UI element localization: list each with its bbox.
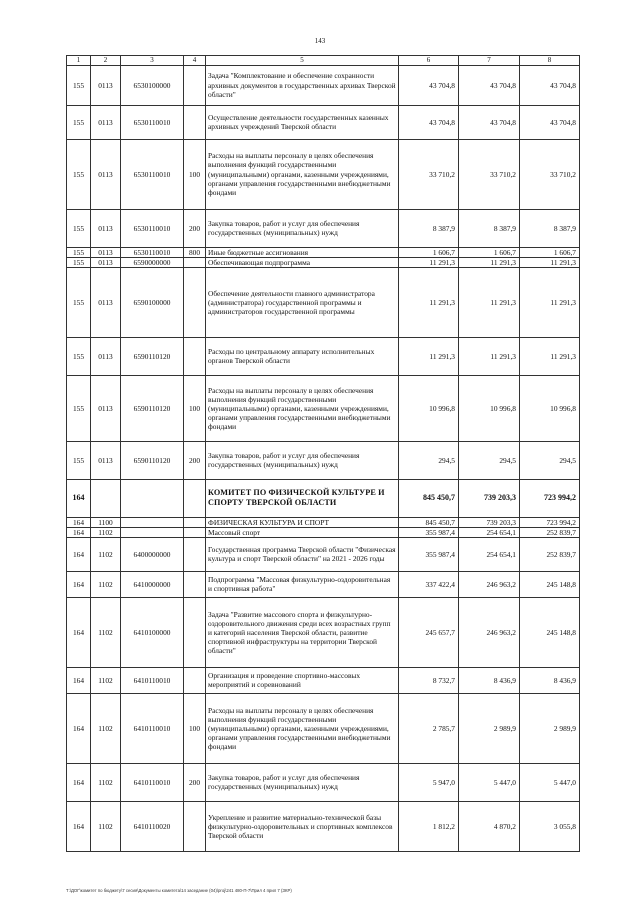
column-number: 5 xyxy=(206,56,399,66)
amount-year3-cell: 43 704,8 xyxy=(520,65,580,105)
description-cell: Обеспечение деятельности главного администратора (администратора) государственной программы и администраторов государственной программы xyxy=(206,267,399,337)
expense-type-cell xyxy=(184,667,206,693)
admin-code-cell: 164 xyxy=(67,801,91,851)
admin-code-cell: 155 xyxy=(67,105,91,139)
expense-type-cell xyxy=(184,479,206,517)
expense-type-cell xyxy=(184,105,206,139)
amount-year3-cell: 245 148,8 xyxy=(520,597,580,667)
admin-code-cell: 155 xyxy=(67,441,91,479)
section-code-cell: 1102 xyxy=(91,801,121,851)
target-article-cell: 6410100000 xyxy=(121,597,184,667)
description-cell: Закупка товаров, работ и услуг для обеспечения государственных (муниципальных) нужд xyxy=(206,209,399,247)
admin-code-cell: 164 xyxy=(67,571,91,597)
expense-type-cell: 100 xyxy=(184,693,206,763)
amount-year1-cell: 8 732,7 xyxy=(399,667,459,693)
column-number: 7 xyxy=(459,56,520,66)
table-row xyxy=(67,209,580,247)
expense-type-cell: 100 xyxy=(184,139,206,209)
table-body xyxy=(67,56,580,852)
description-cell: Укрепление и развитие материально-технической базы физкультурно-оздоровительных и спортивных комплексов Тверской области xyxy=(206,801,399,851)
budget-table xyxy=(66,55,580,852)
description-cell: Расходы на выплаты персоналу в целях обеспечения выполнения функций государственными (муниципальными) органами, казенными учреждениями, органами управления государственными внебюджетными фондами xyxy=(206,375,399,441)
amount-year1-cell: 337 422,4 xyxy=(399,571,459,597)
table-row xyxy=(67,337,580,375)
table-row xyxy=(67,105,580,139)
amount-year1-cell: 5 947,0 xyxy=(399,763,459,801)
amount-year3-cell: 8 387,9 xyxy=(520,209,580,247)
section-code-cell: 0113 xyxy=(91,209,121,247)
amount-year2-cell: 5 447,0 xyxy=(459,763,520,801)
expense-type-cell xyxy=(184,337,206,375)
amount-year2-cell: 11 291,3 xyxy=(459,337,520,375)
expense-type-cell xyxy=(184,571,206,597)
amount-year3-cell: 8 436,9 xyxy=(520,667,580,693)
section-code-cell: 1102 xyxy=(91,571,121,597)
amount-year1-cell: 43 704,8 xyxy=(399,65,459,105)
admin-code-cell: 155 xyxy=(67,139,91,209)
admin-code-cell: 164 xyxy=(67,527,91,537)
table-row xyxy=(67,517,580,527)
amount-year1-cell: 43 704,8 xyxy=(399,105,459,139)
admin-code-cell: 164 xyxy=(67,763,91,801)
table-row xyxy=(67,65,580,105)
table-row xyxy=(67,667,580,693)
amount-year2-cell: 739 203,3 xyxy=(459,479,520,517)
section-code-cell: 0113 xyxy=(91,257,121,267)
admin-code-cell: 155 xyxy=(67,247,91,257)
expense-type-cell xyxy=(184,517,206,527)
amount-year3-cell: 3 055,8 xyxy=(520,801,580,851)
section-code-cell: 1102 xyxy=(91,527,121,537)
description-cell: Расходы на выплаты персоналу в целях обеспечения выполнения функций государственными (муниципальными) органами, казенными учреждениями, органами управления государственными внебюджетными фондами xyxy=(206,139,399,209)
section-code-cell: 1100 xyxy=(91,517,121,527)
target-article-cell: 6530100000 xyxy=(121,65,184,105)
section-code-cell: 0113 xyxy=(91,375,121,441)
amount-year1-cell: 1 812,2 xyxy=(399,801,459,851)
column-number: 4 xyxy=(184,56,206,66)
admin-code-cell: 164 xyxy=(67,597,91,667)
table-row xyxy=(67,479,580,517)
amount-year1-cell: 294,5 xyxy=(399,441,459,479)
column-number: 2 xyxy=(91,56,121,66)
table-row xyxy=(67,571,580,597)
description-cell: Закупка товаров, работ и услуг для обеспечения государственных (муниципальных) нужд xyxy=(206,441,399,479)
page-number: 143 xyxy=(314,37,326,45)
expense-type-cell: 200 xyxy=(184,763,206,801)
amount-year2-cell: 43 704,8 xyxy=(459,65,520,105)
expense-type-cell xyxy=(184,257,206,267)
amount-year2-cell: 11 291,3 xyxy=(459,257,520,267)
column-number: 6 xyxy=(399,56,459,66)
section-code-cell: 1102 xyxy=(91,667,121,693)
description-cell: Иные бюджетные ассигнования xyxy=(206,247,399,257)
amount-year1-cell: 11 291,3 xyxy=(399,267,459,337)
table-row xyxy=(67,763,580,801)
amount-year3-cell: 252 839,7 xyxy=(520,527,580,537)
amount-year1-cell: 245 657,7 xyxy=(399,597,459,667)
section-code-cell: 1102 xyxy=(91,763,121,801)
section-code-cell: 0113 xyxy=(91,247,121,257)
description-cell: ФИЗИЧЕСКАЯ КУЛЬТУРА И СПОРТ xyxy=(206,517,399,527)
expense-type-cell xyxy=(184,537,206,571)
column-number-row xyxy=(67,56,580,66)
table-row xyxy=(67,257,580,267)
admin-code-cell: 164 xyxy=(67,517,91,527)
table-row xyxy=(67,693,580,763)
section-code-cell xyxy=(91,479,121,517)
section-code-cell: 0113 xyxy=(91,105,121,139)
amount-year3-cell: 11 291,3 xyxy=(520,337,580,375)
section-code-cell: 1102 xyxy=(91,597,121,667)
target-article-cell: 6530110010 xyxy=(121,105,184,139)
amount-year2-cell: 10 996,8 xyxy=(459,375,520,441)
target-article-cell xyxy=(121,527,184,537)
description-cell: Государственная программа Тверской области "Физическая культура и спорт Тверской области" на 2021 - 2026 годы xyxy=(206,537,399,571)
target-article-cell: 6530110010 xyxy=(121,247,184,257)
admin-code-cell: 155 xyxy=(67,65,91,105)
amount-year2-cell: 1 606,7 xyxy=(459,247,520,257)
amount-year1-cell: 355 987,4 xyxy=(399,527,459,537)
amount-year2-cell: 8 436,9 xyxy=(459,667,520,693)
table-row xyxy=(67,537,580,571)
description-cell: Организация и проведение спортивно-массовых мероприятий и соревнований xyxy=(206,667,399,693)
target-article-cell: 6590000000 xyxy=(121,257,184,267)
target-article-cell: 6530110010 xyxy=(121,139,184,209)
amount-year3-cell: 723 994,2 xyxy=(520,517,580,527)
admin-code-cell: 164 xyxy=(67,479,91,517)
expense-type-cell: 200 xyxy=(184,209,206,247)
amount-year3-cell: 723 994,2 xyxy=(520,479,580,517)
amount-year3-cell: 5 447,0 xyxy=(520,763,580,801)
target-article-cell: 6410110020 xyxy=(121,801,184,851)
table-row xyxy=(67,267,580,337)
amount-year3-cell: 11 291,3 xyxy=(520,257,580,267)
table-row xyxy=(67,441,580,479)
target-article-cell xyxy=(121,479,184,517)
target-article-cell: 6590100000 xyxy=(121,267,184,337)
expense-type-cell: 800 xyxy=(184,247,206,257)
description-cell: Задача "Комплектование и обеспечение сохранности архивных документов в государственных архивах Тверской области" xyxy=(206,65,399,105)
target-article-cell: 6410110010 xyxy=(121,763,184,801)
description-cell: Расходы на выплаты персоналу в целях обеспечения выполнения функций государственными (муниципальными) органами, казенными учреждениями, органами управления государственными внебюджетными фондами xyxy=(206,693,399,763)
amount-year2-cell: 254 654,1 xyxy=(459,527,520,537)
amount-year1-cell: 8 387,9 xyxy=(399,209,459,247)
table-row xyxy=(67,597,580,667)
amount-year3-cell: 33 710,2 xyxy=(520,139,580,209)
amount-year2-cell: 739 203,3 xyxy=(459,517,520,527)
expense-type-cell: 100 xyxy=(184,375,206,441)
description-cell: Массовый спорт xyxy=(206,527,399,537)
admin-code-cell: 155 xyxy=(67,257,91,267)
target-article-cell: 6590110120 xyxy=(121,337,184,375)
amount-year1-cell: 845 450,7 xyxy=(399,517,459,527)
target-article-cell: 6590110120 xyxy=(121,441,184,479)
amount-year3-cell: 245 148,8 xyxy=(520,571,580,597)
admin-code-cell: 155 xyxy=(67,337,91,375)
admin-code-cell: 164 xyxy=(67,693,91,763)
expense-type-cell xyxy=(184,597,206,667)
section-code-cell: 1102 xyxy=(91,537,121,571)
table-row xyxy=(67,375,580,441)
amount-year3-cell: 10 996,8 xyxy=(520,375,580,441)
description-cell: Расходы по центральному аппарату исполнительных органов Тверской области xyxy=(206,337,399,375)
section-code-cell: 1102 xyxy=(91,693,121,763)
admin-code-cell: 164 xyxy=(67,537,91,571)
column-number: 8 xyxy=(520,56,580,66)
amount-year2-cell: 4 870,2 xyxy=(459,801,520,851)
amount-year1-cell: 845 450,7 xyxy=(399,479,459,517)
amount-year2-cell: 43 704,8 xyxy=(459,105,520,139)
amount-year2-cell: 294,5 xyxy=(459,441,520,479)
target-article-cell: 6400000000 xyxy=(121,537,184,571)
expense-type-cell xyxy=(184,527,206,537)
amount-year3-cell: 252 839,7 xyxy=(520,537,580,571)
column-number: 3 xyxy=(121,56,184,66)
amount-year3-cell: 43 704,8 xyxy=(520,105,580,139)
description-cell: КОМИТЕТ ПО ФИЗИЧЕСКОЙ КУЛЬТУРЕ И СПОРТУ ТВЕРСКОЙ ОБЛАСТИ xyxy=(206,479,399,517)
amount-year1-cell: 2 785,7 xyxy=(399,693,459,763)
target-article-cell: 6530110010 xyxy=(121,209,184,247)
amount-year1-cell: 355 987,4 xyxy=(399,537,459,571)
amount-year1-cell: 11 291,3 xyxy=(399,257,459,267)
admin-code-cell: 164 xyxy=(67,667,91,693)
target-article-cell: 6410110010 xyxy=(121,693,184,763)
amount-year2-cell: 2 989,9 xyxy=(459,693,520,763)
description-cell: Закупка товаров, работ и услуг для обеспечения государственных (муниципальных) нужд xyxy=(206,763,399,801)
description-cell: Подпрограмма "Массовая физкультурно-оздоровительная и спортивная работа" xyxy=(206,571,399,597)
admin-code-cell: 155 xyxy=(67,267,91,337)
section-code-cell: 0113 xyxy=(91,139,121,209)
table-row xyxy=(67,527,580,537)
target-article-cell xyxy=(121,517,184,527)
amount-year3-cell: 2 989,9 xyxy=(520,693,580,763)
table-row xyxy=(67,139,580,209)
target-article-cell: 6410110010 xyxy=(121,667,184,693)
target-article-cell: 6410000000 xyxy=(121,571,184,597)
expense-type-cell xyxy=(184,65,206,105)
column-number: 1 xyxy=(67,56,91,66)
amount-year2-cell: 11 291,3 xyxy=(459,267,520,337)
expense-type-cell: 200 xyxy=(184,441,206,479)
section-code-cell: 0113 xyxy=(91,337,121,375)
expense-type-cell xyxy=(184,801,206,851)
section-code-cell: 0113 xyxy=(91,65,121,105)
admin-code-cell: 155 xyxy=(67,209,91,247)
amount-year2-cell: 246 963,2 xyxy=(459,571,520,597)
amount-year2-cell: 33 710,2 xyxy=(459,139,520,209)
amount-year3-cell: 1 606,7 xyxy=(520,247,580,257)
expense-type-cell xyxy=(184,267,206,337)
description-cell: Осуществление деятельности государственных казенных архивных учреждений Тверской области xyxy=(206,105,399,139)
amount-year1-cell: 1 606,7 xyxy=(399,247,459,257)
table-row xyxy=(67,801,580,851)
table-row xyxy=(67,247,580,257)
amount-year3-cell: 294,5 xyxy=(520,441,580,479)
description-cell: Задача "Развитие массового спорта и физкультурно-оздоровительного движения среди всех возрастных групп и категорий населения Тверской области, развитие спортивной инфраструктуры на территории Тверской области" xyxy=(206,597,399,667)
amount-year1-cell: 11 291,3 xyxy=(399,337,459,375)
amount-year2-cell: 246 963,2 xyxy=(459,597,520,667)
footer-file-path: Т:\ДОГ\комитет по бюджету\7 сесия\Документы комитета\14 заседание (04)\proj\241 480-П-7\Прил 4 прил 7 (ЗКР) xyxy=(66,888,292,893)
amount-year1-cell: 33 710,2 xyxy=(399,139,459,209)
description-cell: Обеспечивающая подпрограмма xyxy=(206,257,399,267)
amount-year1-cell: 10 996,8 xyxy=(399,375,459,441)
section-code-cell: 0113 xyxy=(91,267,121,337)
admin-code-cell: 155 xyxy=(67,375,91,441)
amount-year2-cell: 8 387,9 xyxy=(459,209,520,247)
target-article-cell: 6590110120 xyxy=(121,375,184,441)
amount-year2-cell: 254 654,1 xyxy=(459,537,520,571)
section-code-cell: 0113 xyxy=(91,441,121,479)
amount-year3-cell: 11 291,3 xyxy=(520,267,580,337)
